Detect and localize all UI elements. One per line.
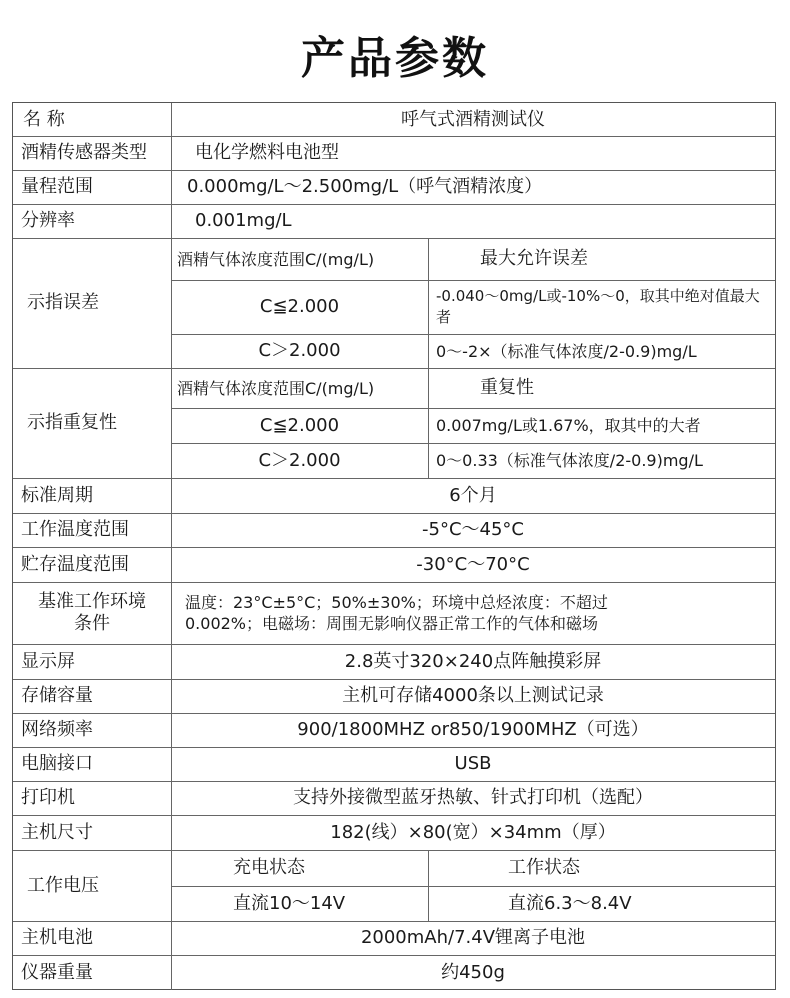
voltage-charge-value: 直流10～14V: [233, 892, 346, 914]
repeat-header-val: 重复性: [480, 377, 534, 398]
voltage-work-header: 工作状态: [508, 857, 580, 878]
environment-label-line2: 条件: [74, 613, 110, 634]
error-r2-val: 0～-2×（标准气体浓度/2-0.9)mg/L: [436, 341, 697, 361]
environment-label-line1: 基准工作环境: [38, 591, 146, 612]
repeat-r2-conc: C＞2.000: [258, 449, 341, 471]
row-value-period: 6个月: [449, 484, 497, 506]
row-label-storage: 存储容量: [21, 685, 93, 706]
row-label-size: 主机尺寸: [21, 821, 93, 843]
row-value-environment: [171, 582, 775, 644]
row-label-sensor: 酒精传感器类型: [21, 142, 147, 163]
row-label-work-temp: 工作温度范围: [21, 519, 129, 540]
row-label-repeat: 示指重复性: [27, 412, 117, 433]
error-r1-conc: C≦2.000: [259, 296, 340, 317]
voltage-work-value: 直流6.3～8.4V: [508, 892, 632, 914]
row-label-error: 示指误差: [27, 292, 99, 313]
environment-value-line1: 温度：23°C±5°C；50%±30%；环境中总烃浓度：不超过: [185, 593, 608, 612]
row-label-battery: 主机电池: [21, 927, 93, 948]
repeat-r1-val: 0.007mg/L或1.67%，取其中的大者: [436, 416, 701, 435]
row-value-display: 2.8英寸320×240点阵触摸彩屏: [344, 650, 602, 672]
row-label-name: 名 称: [23, 108, 65, 130]
row-value-work-temp: -5°C～45°C: [422, 519, 524, 540]
row-label-voltage: 工作电压: [27, 874, 99, 896]
row-label-period: 标准周期: [21, 484, 93, 506]
page-title: 产品参数: [301, 33, 489, 84]
row-label-display: 显示屏: [21, 650, 75, 672]
repeat-r2-val: 0～0.33（标准气体浓度/2-0.9)mg/L: [436, 451, 703, 470]
row-value-storage: 主机可存储4000条以上测试记录: [342, 685, 604, 706]
row-label-network: 网络频率: [21, 719, 93, 740]
row-label-storage-temp: 贮存温度范围: [21, 553, 129, 575]
voltage-charge-header: 充电状态: [233, 857, 305, 878]
row-label-range: 量程范围: [21, 176, 93, 197]
error-header-val: 最大允许误差: [480, 248, 588, 269]
error-r1-val: -0.040～0mg/L或-10%～0，取其中绝对值最大者: [436, 287, 760, 326]
error-r2-conc: C＞2.000: [258, 340, 341, 361]
row-value-network: 900/1800MHZ or850/1900MHZ（可选）: [297, 719, 649, 740]
row-value-weight: 约450g: [441, 961, 505, 983]
row-label-printer: 打印机: [21, 787, 75, 808]
row-value-size: 182(线）×80(宽）×34mm（厚）: [330, 821, 616, 843]
row-label-interface: 电脑接口: [21, 753, 93, 774]
row-value-battery: 2000mAh/7.4V锂离子电池: [360, 927, 586, 948]
repeat-r1-conc: C≦2.000: [259, 414, 340, 436]
row-label-environment: [13, 582, 171, 644]
error-header-conc: 酒精气体浓度范围C/(mg/L): [177, 249, 375, 269]
environment-value-line2: 0.002%；电磁场：周围无影响仪器正常工作的气体和磁场: [185, 614, 599, 633]
row-value-sensor: 电化学燃料电池型: [195, 142, 339, 163]
row-value-storage-temp: -30°C～70°C: [416, 553, 530, 575]
row-label-weight: 仪器重量: [21, 961, 93, 983]
row-value-range: 0.000mg/L～2.500mg/L（呼气酒精浓度）: [187, 176, 543, 197]
spec-table: [12, 102, 776, 990]
row-value-interface: USB: [454, 753, 492, 774]
row-value-printer: 支持外接微型蓝牙热敏、针式打印机（选配）: [293, 787, 653, 808]
row-label-resolution: 分辨率: [21, 210, 75, 231]
row-value-resolution: 0.001mg/L: [195, 210, 292, 231]
row-value-name: 呼气式酒精测试仪: [401, 108, 545, 130]
repeat-header-conc: 酒精气体浓度范围C/(mg/L): [177, 378, 375, 398]
